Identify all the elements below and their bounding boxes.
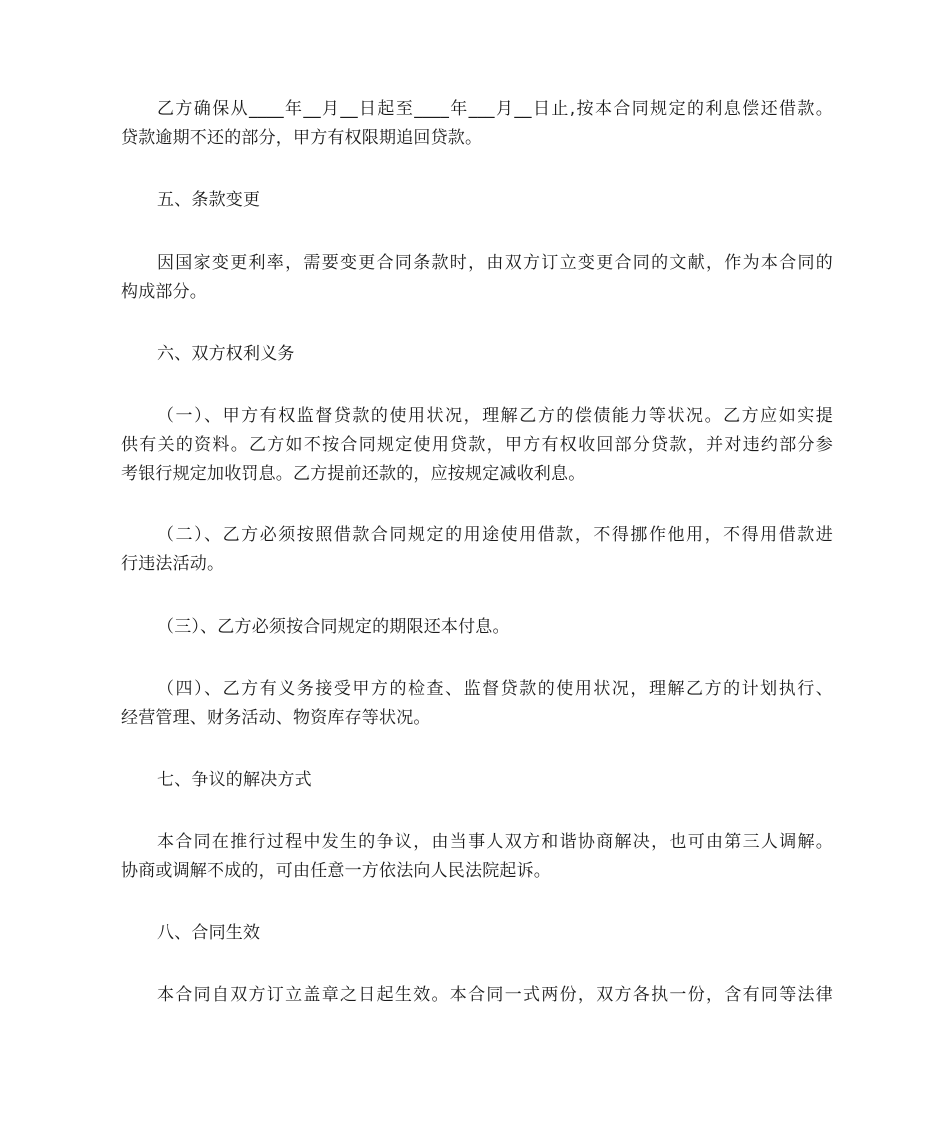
heading-text: 五、条款变更 [157,190,261,210]
paragraph-repayment-period [121,95,833,153]
paragraph-dispute-resolution [121,828,833,886]
section-heading-7 [121,766,833,795]
paragraph-line: 因国家变更利率，需要变更合同条款时，由双方订立变更合同的文献，作为本合同的 [157,253,833,273]
paragraph-line: （三）、乙方必须按合同规定的期限还本付息。 [157,617,510,637]
section-heading-8 [121,919,833,948]
heading-text: 七、争议的解决方式 [157,770,312,790]
section-heading-5 [121,186,833,215]
paragraph-line: 构成部分。 [121,282,207,302]
heading-text: 八、合同生效 [157,923,261,943]
paragraph-line: 协商或调解不成的，可由任意一方依法向人民法院起诉。 [121,861,551,881]
paragraph-line: 供有关的资料。乙方如不按合同规定使用贷款，甲方有权收回部分贷款，并对违约部分参 [121,435,833,455]
paragraph-line: （四）、乙方有义务接受甲方的检查、监督贷款的使用状况，理解乙方的计划执行、 [157,679,833,699]
paragraph-interest-rate-change [121,249,833,307]
paragraph-rights-2 [121,521,833,579]
paragraph-line: 考银行规定加收罚息。乙方提前还款的，应按规定减收利息。 [121,464,586,484]
paragraph-line: 贷款逾期不还的部分，甲方有权限期追回贷款。 [121,128,483,148]
paragraph-line: 本合同自双方订立盖章之日起生效。本合同一式两份，双方各执一份，含有同等法律 [157,985,833,1005]
paragraph-effectiveness [121,981,833,1010]
paragraph-line: 行违法活动。 [121,554,225,574]
paragraph-line: 经营管理、财务活动、物资库存等状况。 [121,708,431,728]
paragraph-rights-4 [121,675,833,733]
paragraph-rights-3 [121,613,833,642]
paragraph-line: 乙方确保从____年__月__日起至____年___月__日止,按本合同规定的利息偿还借款。 [157,99,833,119]
section-heading-6 [121,340,833,369]
paragraph-rights-1 [121,402,833,489]
paragraph-line: （一）、甲方有权监督贷款的使用状况，理解乙方的偿债能力等状况。乙方应如实提 [157,406,833,426]
paragraph-line: 本合同在推行过程中发生的争议，由当事人双方和谐协商解决，也可由第三人调解。 [157,832,833,852]
paragraph-line: （二）、乙方必须按照借款合同规定的用途使用借款，不得挪作他用，不得用借款进 [157,525,833,545]
heading-text: 六、双方权利义务 [157,344,295,364]
